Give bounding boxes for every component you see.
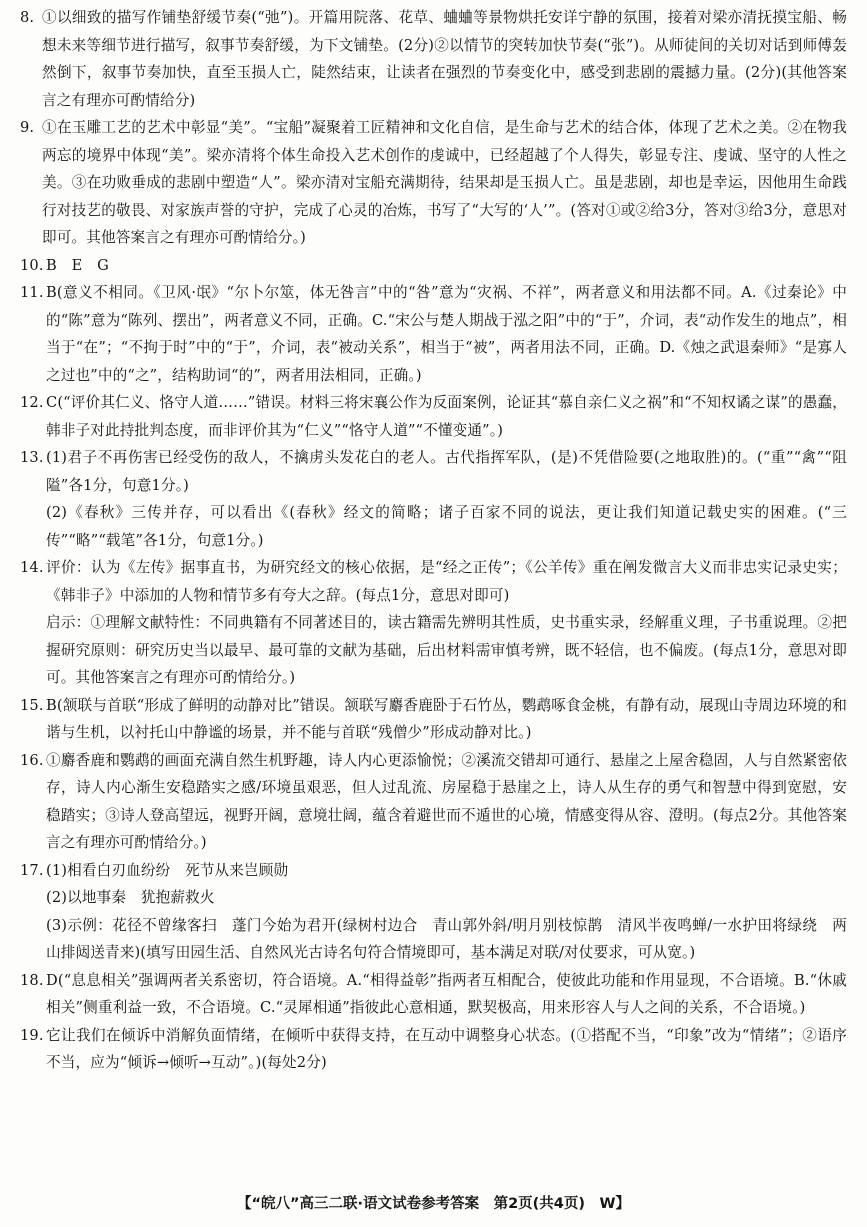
answer-item-15 [20,692,847,747]
answer-number: 8. [20,9,35,26]
answer-item-10 [20,252,847,280]
answer-number: 14. [20,559,44,576]
answer-text: B E G [46,256,109,274]
answer-subpart: (2)以地事秦 犹抱薪救火 [46,889,215,906]
answer-item-16 [20,747,847,857]
answer-number: 15. [20,696,44,714]
answer-number: 17. [20,861,44,879]
answer-text: (1)相看白刃血纷纷 死节从来岂顾勋 [46,861,289,879]
answer-item-12 [20,389,847,444]
answer-item-11 [20,279,847,389]
answer-text: B(颔联与首联“形成了鲜明的动静对比”错误。颔联写麝香鹿卧于石竹丛，鹦鹉啄食金桃，有静有动，展现山寺周边环境的和谐与生机，以衬托山中静谧的场景，并不能与首联“残僧少”形成动静对比。) [46,696,847,741]
answer-item-13 [20,444,847,499]
answer-number: 9. [20,119,35,136]
answer-item-17 [20,857,847,885]
answer-subpart: (2)《春秋》三传并存，可以看出《(春秋》经文的简略；诸子百家不同的说法，更让我们知道记载史实的困难。(“三传”“略”“载笔”各1分，句意1分。) [46,504,847,549]
answer-text: ①在玉雕工艺的艺术中彰显“美”。“宝船”凝聚着工匠精神和文化自信，是生命与艺术的结合体，体现了艺术之美。②在物我两忘的境界中体现“美”。梁亦清将个体生命投入艺术创作的虔诚中，已经超越了个人得失，彰显专注、虔诚、坚守的人性之美。③在功败垂成的悲剧中塑造“人”。梁亦清对宝船充满期待，结果却是玉损人亡。虽是悲剧，却也是幸运，因他用生命践行对技艺的敬畏、对家族声誉的守护，完成了心灵的冶炼，书写了“大写的‘人’”。(答对①或②给3分，答对③给3分，意思对即可。其他答案言之有理亦可酌情给分。) [42,119,847,246]
answer-text: B(意义不相同。《卫风·氓》“尔卜尔筮，体无咎言”中的“咎”意为“灾祸、不祥”，两者意义和用法都不同。A.《过秦论》中的“陈”意为“陈列、摆出”，两者意义不同，正确。C.“宋公与楚人期战于泓之阳”中的“于”，介词，表“动作发生的地点”，相当于“在”；“不拘于时”中的“于”，介词，表“被动关系”，相当于“被”，两者用法不同，正确。D.《烛之武退秦师》“是寡人之过也”中的“之”，结构助词“的”，两者用法相同，正确。) [46,284,847,384]
answer-number: 10. [20,256,44,274]
answer-text: C(“评价其仁义、恪守人道……”错误。材料三将宋襄公作为反面案例，论证其“慕自亲仁义之祸”和“不知权谲之谋”的愚蠢，韩非子对此持批判态度，而非评价其为“仁义”“恪守人道”“不懂变通”。) [46,394,847,439]
answer-item-8 [20,4,847,114]
answer-number: 19. [20,1026,44,1044]
answer-subpart: (3)示例：花径不曾缘客扫 蓬门今始为君开(绿树村边合 青山郭外斜/明月别枝惊鹊 清风半夜鸣蝉/一水护田将绿绕 两山排闼送青来)(填写田园生活、自然风光古诗名句符合情境即可，基本满足对联/对仗要求，可从宽。) [46,916,847,961]
answer-number: 16. [20,751,44,769]
answer-number: 13. [20,449,44,466]
answer-item-18 [20,967,847,1022]
answer-number: 11. [20,284,44,301]
answer-text: (1)君子不再伤害已经受伤的敌人，不擒虏头发花白的老人。古代指挥军队，(是)不凭借险要(之地取胜)的。(“重”“禽”“阻隘”各1分，句意1分。) [46,449,847,494]
answer-text: 评价：认为《左传》据事直书，为研究经文的核心依据，是“经之正传”；《公羊传》重在阐发微言大义而非忠实记录史实；《韩非子》中添加的人物和情节多有夸大之辞。(每点1分，意思对即可) [46,559,847,604]
answer-item-19 [20,1022,847,1077]
answer-text: 它让我们在倾诉中消解负面情绪，在倾听中获得支持，在互动中调整身心状态。(①搭配不当，“印象”改为“情绪”；②语序不当，应为“倾诉→倾听→互动”。)(每处2分) [46,1026,847,1071]
answer-number: 12. [20,394,44,411]
answer-item-9 [20,114,847,252]
answer-text: ①麝香鹿和鹦鹉的画面充满自然生机野趣，诗人内心更添愉悦；②溪流交错却可通行、悬崖之上屋舍稳固，人与自然紧密依存，诗人内心渐生安稳踏实之感/环境虽艰恶，但人过乱流、房屋稳于悬崖之上，诗人从生存的勇气和智慧中得到宽慰，安稳踏实；③诗人登高望远，视野开阔，意境壮阔，蕴含着避世而不遁世的心境，情感变得从容、澄明。(每点2分。其他答案言之有理亦可酌情给分。) [46,751,847,851]
answer-text: ①以细致的描写作铺垫舒缓节奏(“弛”)。开篇用院落、花草、蛐蛐等景物烘托安详宁静的氛围，接着对梁亦清抚摸宝船、畅想未来等细节进行描写，叙事节奏舒缓，为下文铺垫。(2分)②以情节的突转加快节奏(“张”)。从师徒间的关切对话到师傅轰然倒下，叙事节奏加快，直至玉损人亡，陡然结束，让读者在强烈的节奏变化中，感受到悲剧的震撼力量。(2分)(其他答案言之有理亦可酌情给分) [42,9,847,109]
answer-list [20,4,847,1077]
answer-subpart: 启示：①理解文献特性：不同典籍有不同著述目的，读古籍需先辨明其性质，史书重实录，经解重义理，子书重说理。②把握研究原则：研究历史当以最早、最可靠的文献为基础，后出材料需审慎考辨，既不轻信，也不偏废。(每点1分，意思对即可。其他答案言之有理亦可酌情给分。) [46,614,847,686]
answer-number: 18. [20,971,44,989]
page-footer: 【“皖八”高三二联·语文试卷参考答案 第2页(共4页) W】 [237,1196,630,1212]
answer-item-14 [20,554,847,609]
answer-text: D(“息息相关”强调两者关系密切，符合语境。A.“相得益彰”指两者互相配合，使彼此功能和作用显现，不合语境。B.“休戚相关”侧重利益一致，不合语境。C.“灵犀相通”指彼此心意相通，默契极高，用来形容人与人之间的关系，不合语境。) [46,971,847,1016]
